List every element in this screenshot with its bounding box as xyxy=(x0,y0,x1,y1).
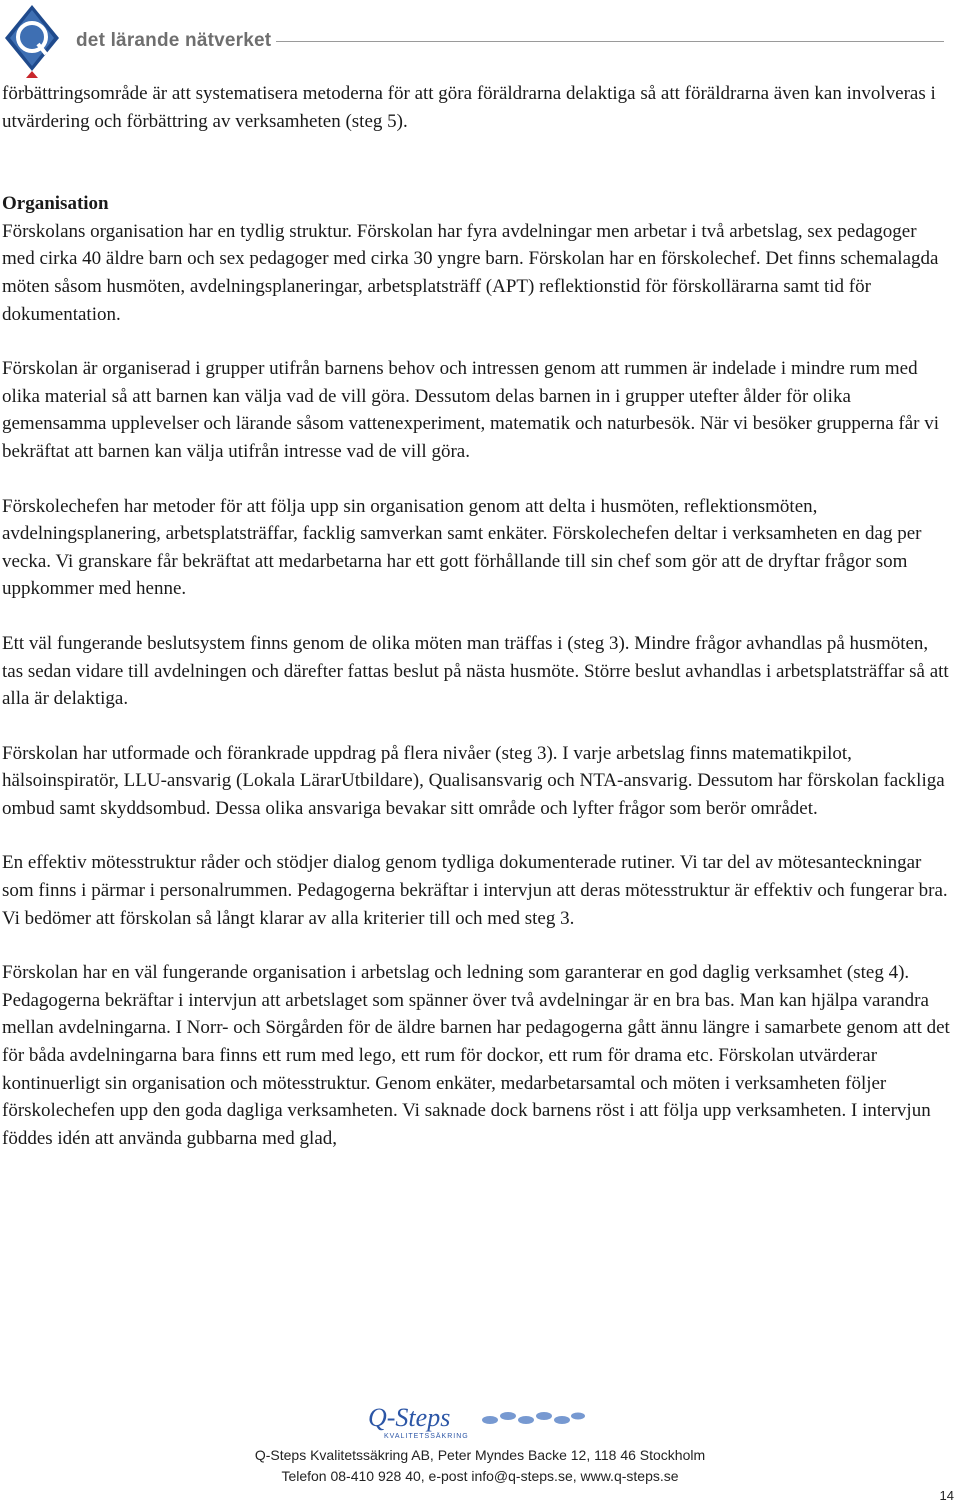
paragraph-3: Förskolan är organiserad i grupper utifrån barnens behov och intressen genom att rummen är indelade i mindre rum med olika material så att barnen kan välja vad de vill göra. Dessutom delas barnen in i grupper utefter ålder för olika gemensamma upplevelser och lärande såsom vattenexperiment, matematik och naturbesök. När vi besöker grupperna får vi bekräftat att barnen kan välja utifrån intresse vad de vill göra. xyxy=(2,358,939,462)
paragraph-1: förbättringsområde är att systematisera metoderna för att göra föräldrarna delaktiga så att föräldrarna även kan involveras i utvärdering och förbättring av verksamheten (steg 5). xyxy=(2,83,936,132)
svg-text:KVALITETSSÄKRING: KVALITETSSÄKRING xyxy=(384,1433,469,1440)
document-body xyxy=(2,80,954,1179)
paragraph-8: Förskolan har en väl fungerande organisation i arbetslag och ledning som garanterar en god daglig verksamhet (steg 4). Pedagogerna bekräftar i intervjun att arbetslaget som spänner över två avdelningar är en bra bas. Man kan hjälpa varandra mellan avdelningarna. I Norr- och Sörgården för de äldre barnen har pedagogerna gått ännu längre i samarbete genom att det för båda avdelningarna bara finns ett rum med lego, ett rum för dockor, ett rum för drama etc. Förskolan utvärderar kontinuerligt sin organisation och mötesstruktur. Genom enkäter, medarbetarsamtal och möten i verksamheten följer förskolechefen upp den goda dagliga verksamheten. Vi saknade dock barnens röst i att följa upp verksamheten. I intervjun föddes idén att använda gubbarna med glad, xyxy=(2,962,950,1149)
header-divider xyxy=(276,41,944,42)
paragraph-7: En effektiv mötesstruktur råder och stödjer dialog genom tydliga dokumenterade rutiner. Vi tar del av mötesanteckningar som finns i pärmar i personalrummen. Pedagogerna bekräftar i intervjun att deras mötesstruktur är effektiv och fungerar bra. Vi bedömer att förskolan så långt klarar av alla kriterier till och med steg 3. xyxy=(2,852,948,929)
header-brand-text: det lärande nätverket xyxy=(76,30,272,51)
page-header xyxy=(0,0,960,80)
paragraph-5: Ett väl fungerande beslutsystem finns genom de olika möten man träffas i (steg 3). Mindre frågor avhandlas på husmöten, tas sedan vidare till avdelningen och därefter fattas beslut på nästa husmöte. Större beslut avhandlas i arbetsplatsträffar så att alla är delaktiga. xyxy=(2,632,949,710)
footer-address: Q-Steps Kvalitetssäkring AB, Peter Myndes Backe 12, 118 46 Stockholm xyxy=(254,1447,706,1463)
q-logo-icon xyxy=(2,2,62,78)
q-steps-logo-icon xyxy=(362,1400,592,1440)
paragraph-2: Förskolans organisation har en tydlig struktur. Förskolan har fyra avdelningar men arbetar i två arbetslag, sex pedagoger med cirka 40 äldre barn och sex pedagoger med cirka 30 yngre barn. Förskolan har en förskolechef. Det finns schemalagda möten såsom husmöten, avdelningsplaneringar, arbetsplatsträff (APT) reflektionstid för förskollärarna samt tid för dokumentation. xyxy=(2,220,939,325)
svg-text:Q-Steps: Q-Steps xyxy=(368,1403,451,1432)
paragraph-6: Förskolan har utformade och förankrade uppdrag på flera nivåer (steg 3). I varje arbetslag finns matematikpilot, hälsoinspiratör, LLU-ansvarig (Lokala LärarUtbildare), Qualisansvarig och NTA-ansvarig. Dessutom har förskolan fackliga ombud samt skyddsombud. Dessa olika ansvariga bevakar sitt område och lyfter frågor som berör området. xyxy=(2,742,945,819)
paragraph-4: Förskolechefen har metoder för att följa upp sin organisation genom att delta i husmöten, reflektionsmöten, avdelningsplanering, arbetsplatsträffar, facklig samverkan samt enkäter. Förskolechefen deltar i verksamheten en dag per vecka. Vi granskare får bekräftat att medarbetarna har ett gott förhållande till sin chef som gör att de dryftar frågor som uppkommer med henne. xyxy=(2,495,922,600)
section-heading: Organisation xyxy=(2,193,109,215)
page-footer xyxy=(0,1398,960,1504)
footer-contact: Telefon 08-410 928 40, e-post info@q-steps.se, www.q-steps.se xyxy=(281,1468,679,1484)
page-number: 14 xyxy=(939,1488,954,1503)
